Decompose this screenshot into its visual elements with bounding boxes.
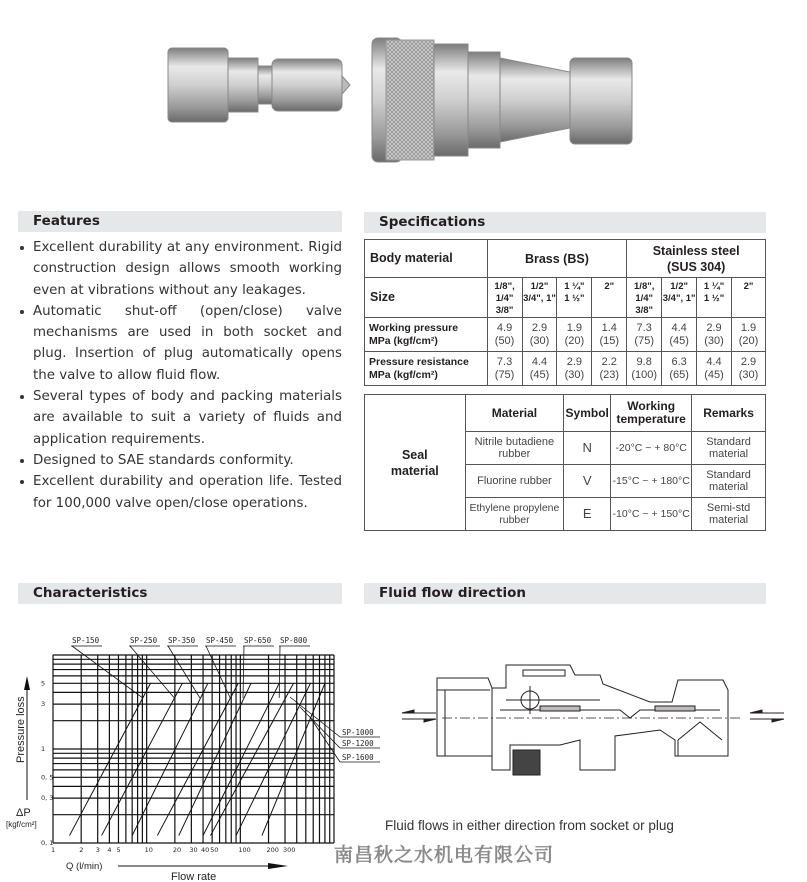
feature-item: Automatic shut-off (open/close) valve mechanisms are used in both socket and plug. Insertion of plug automatically opens the valve to allow fluid flow.	[18, 301, 342, 386]
svg-text:SP-1200: SP-1200	[342, 739, 374, 748]
svg-text:50: 50	[210, 846, 219, 854]
coupling-cross-section-diagram	[380, 650, 790, 810]
material-cell: Nitrile butadiene rubber	[465, 432, 564, 465]
svg-text:SP-150: SP-150	[72, 636, 100, 645]
size-cell: 1/8", 1/4" 3/8"	[487, 278, 522, 318]
feature-item: Several types of body and packing materials are available to suit a variety of fluids and application requirements.	[18, 386, 342, 450]
svg-text:SP-1000: SP-1000	[342, 728, 374, 737]
working-pressure-cell: 4.4 (45)	[662, 318, 697, 352]
temperature-cell: -10°C ~ + 150°C	[611, 498, 692, 531]
brass-header: Brass (BS)	[487, 240, 627, 278]
working-pressure-cell: 1.9 (20)	[731, 318, 765, 352]
size-cell: 1 ¼" 1 ½"	[697, 278, 732, 318]
material-cell: Fluorine rubber	[465, 465, 564, 498]
size-cell: 2"	[731, 278, 765, 318]
symbol-cell: V	[564, 465, 611, 498]
stainless-grade: (SUS 304)	[666, 259, 726, 274]
working-pressure-cell: 1.9 (20)	[557, 318, 592, 352]
svg-text:10: 10	[144, 846, 153, 854]
temperature-cell: -20°C ~ + 80°C	[611, 432, 692, 465]
working-pressure-cell: 2.9 (30)	[697, 318, 732, 352]
svg-text:40: 40	[201, 846, 210, 854]
pressure-resistance-cell: 7.3 (75)	[487, 352, 522, 386]
temperature-header: Working temperature	[611, 395, 692, 432]
pressure-resistance-cell: 2.2 (23)	[592, 352, 627, 386]
pressure-resistance-label: Pressure resistance MPa (kgf/cm²)	[365, 352, 488, 386]
svg-text:SP-1600: SP-1600	[342, 753, 374, 762]
pressure-resistance-cell: 2.9 (30)	[557, 352, 592, 386]
delta-p-label: ΔP	[16, 807, 31, 819]
symbol-cell: E	[564, 498, 611, 531]
working-pressure-cell: 4.9 (50)	[487, 318, 522, 352]
pressure-resistance-cell: 4.4 (45)	[697, 352, 732, 386]
svg-text:0, 3: 0, 3	[41, 794, 54, 803]
svg-text:2: 2	[79, 846, 84, 854]
size-cell: 1/2" 3/4", 1"	[522, 278, 557, 318]
feature-item: Designed to SAE standards conformity.	[18, 450, 342, 471]
features-header	[18, 211, 342, 232]
fluid-flow-caption: Fluid flows in either direction from socket or plug	[385, 818, 674, 833]
series-line-sp-1600	[262, 683, 325, 835]
specifications-title: Specifications	[379, 214, 486, 230]
svg-text:3: 3	[41, 700, 46, 709]
symbol-header: Symbol	[564, 395, 611, 432]
svg-text:100: 100	[238, 846, 251, 854]
working-pressure-cell: 2.9 (30)	[522, 318, 557, 352]
x-axis-q-label: Q (l/min)	[66, 861, 103, 872]
svg-text:300: 300	[283, 846, 296, 854]
svg-text:3: 3	[95, 846, 100, 854]
temperature-cell: -15°C ~ + 180°C	[611, 465, 692, 498]
chart-series	[69, 683, 324, 835]
pressure-resistance-cell: 6.3 (65)	[662, 352, 697, 386]
flow-rate-label: Flow rate	[171, 871, 217, 882]
size-cell: 1/8", 1/4" 3/8"	[627, 278, 662, 318]
size-cell: 2"	[592, 278, 627, 318]
stainless-label: Stainless steel	[652, 243, 740, 258]
size-cell: 1 ¼" 1 ½"	[557, 278, 592, 318]
chart-y-ticks	[41, 679, 53, 847]
working-pressure-label: Working pressure MPa (kgf/cm²)	[365, 318, 488, 352]
size-cell: 1/2" 3/4", 1"	[662, 278, 697, 318]
features-title: Features	[33, 213, 100, 229]
svg-text:SP-250: SP-250	[130, 636, 158, 645]
characteristics-title: Characteristics	[33, 585, 148, 601]
working-pressure-cell: 7.3 (75)	[627, 318, 662, 352]
svg-text:4: 4	[107, 846, 112, 854]
company-watermark: 南昌秋之水机电有限公司	[334, 844, 555, 866]
svg-text:SP-350: SP-350	[168, 636, 196, 645]
seal-material-label: Seal material	[365, 395, 466, 531]
series-line-sp-1200	[236, 683, 310, 835]
svg-text:SP-450: SP-450	[206, 636, 234, 645]
stainless-header	[627, 240, 766, 278]
fluid-flow-title: Fluid flow direction	[379, 585, 526, 601]
left-flow-arrows-icon	[402, 710, 436, 722]
remarks-cell: Semi-std material	[692, 498, 766, 531]
chart-x-ticks	[51, 846, 295, 854]
y-axis-title: Pressure loss	[15, 696, 27, 763]
pressure-resistance-cell: 9.8 (100)	[627, 352, 662, 386]
pressure-resistance-cell: 4.4 (45)	[522, 352, 557, 386]
working-pressure-cell: 1.4 (15)	[592, 318, 627, 352]
svg-text:20: 20	[172, 846, 182, 854]
feature-item: Excellent durability and operation life. Tested for 100,000 valve open/close operations.	[18, 471, 342, 514]
body-material-label: Body material	[365, 240, 488, 278]
svg-text:SP-800: SP-800	[280, 636, 308, 645]
socket-image	[372, 38, 632, 162]
product-photo	[160, 28, 640, 168]
remarks-cell: Standard material	[692, 432, 766, 465]
feature-item: Excellent durability at any environment. Rigid construction design allows smooth working even at vibrations without any leakages.	[18, 237, 342, 301]
material-header: Material	[465, 395, 564, 432]
fluid-flow-header	[364, 583, 766, 604]
pressure-resistance-cell: 2.9 (30)	[731, 352, 765, 386]
specifications-table	[364, 239, 766, 386]
chart-grid	[53, 655, 334, 843]
svg-text:5: 5	[116, 846, 121, 854]
size-label: Size	[365, 278, 488, 318]
plug-image	[168, 48, 350, 122]
y-arrow-head-icon	[24, 676, 30, 690]
symbol-cell: N	[564, 432, 611, 465]
series-line-sp-1000	[210, 683, 293, 835]
seal-material-table	[364, 394, 766, 531]
features-list	[18, 237, 342, 514]
remarks-cell: Standard material	[692, 465, 766, 498]
svg-text:30: 30	[189, 846, 198, 854]
characteristics-header	[18, 583, 342, 604]
svg-text:1: 1	[41, 745, 46, 753]
x-arrow-head-icon	[268, 863, 288, 869]
remarks-header: Remarks	[692, 395, 766, 432]
material-cell: Ethylene propylene rubber	[465, 498, 564, 531]
pressure-loss-chart	[0, 630, 374, 882]
svg-text:0, 5: 0, 5	[41, 773, 54, 782]
svg-text:0, 1: 0, 1	[41, 839, 54, 847]
svg-text:5: 5	[41, 679, 46, 688]
delta-p-unit: [kgf/cm²]	[6, 820, 37, 829]
svg-text:1: 1	[51, 846, 56, 854]
specifications-header	[364, 212, 766, 233]
svg-text:SP-650: SP-650	[244, 636, 272, 645]
right-flow-arrows-icon	[750, 710, 784, 722]
svg-text:200: 200	[266, 846, 279, 854]
